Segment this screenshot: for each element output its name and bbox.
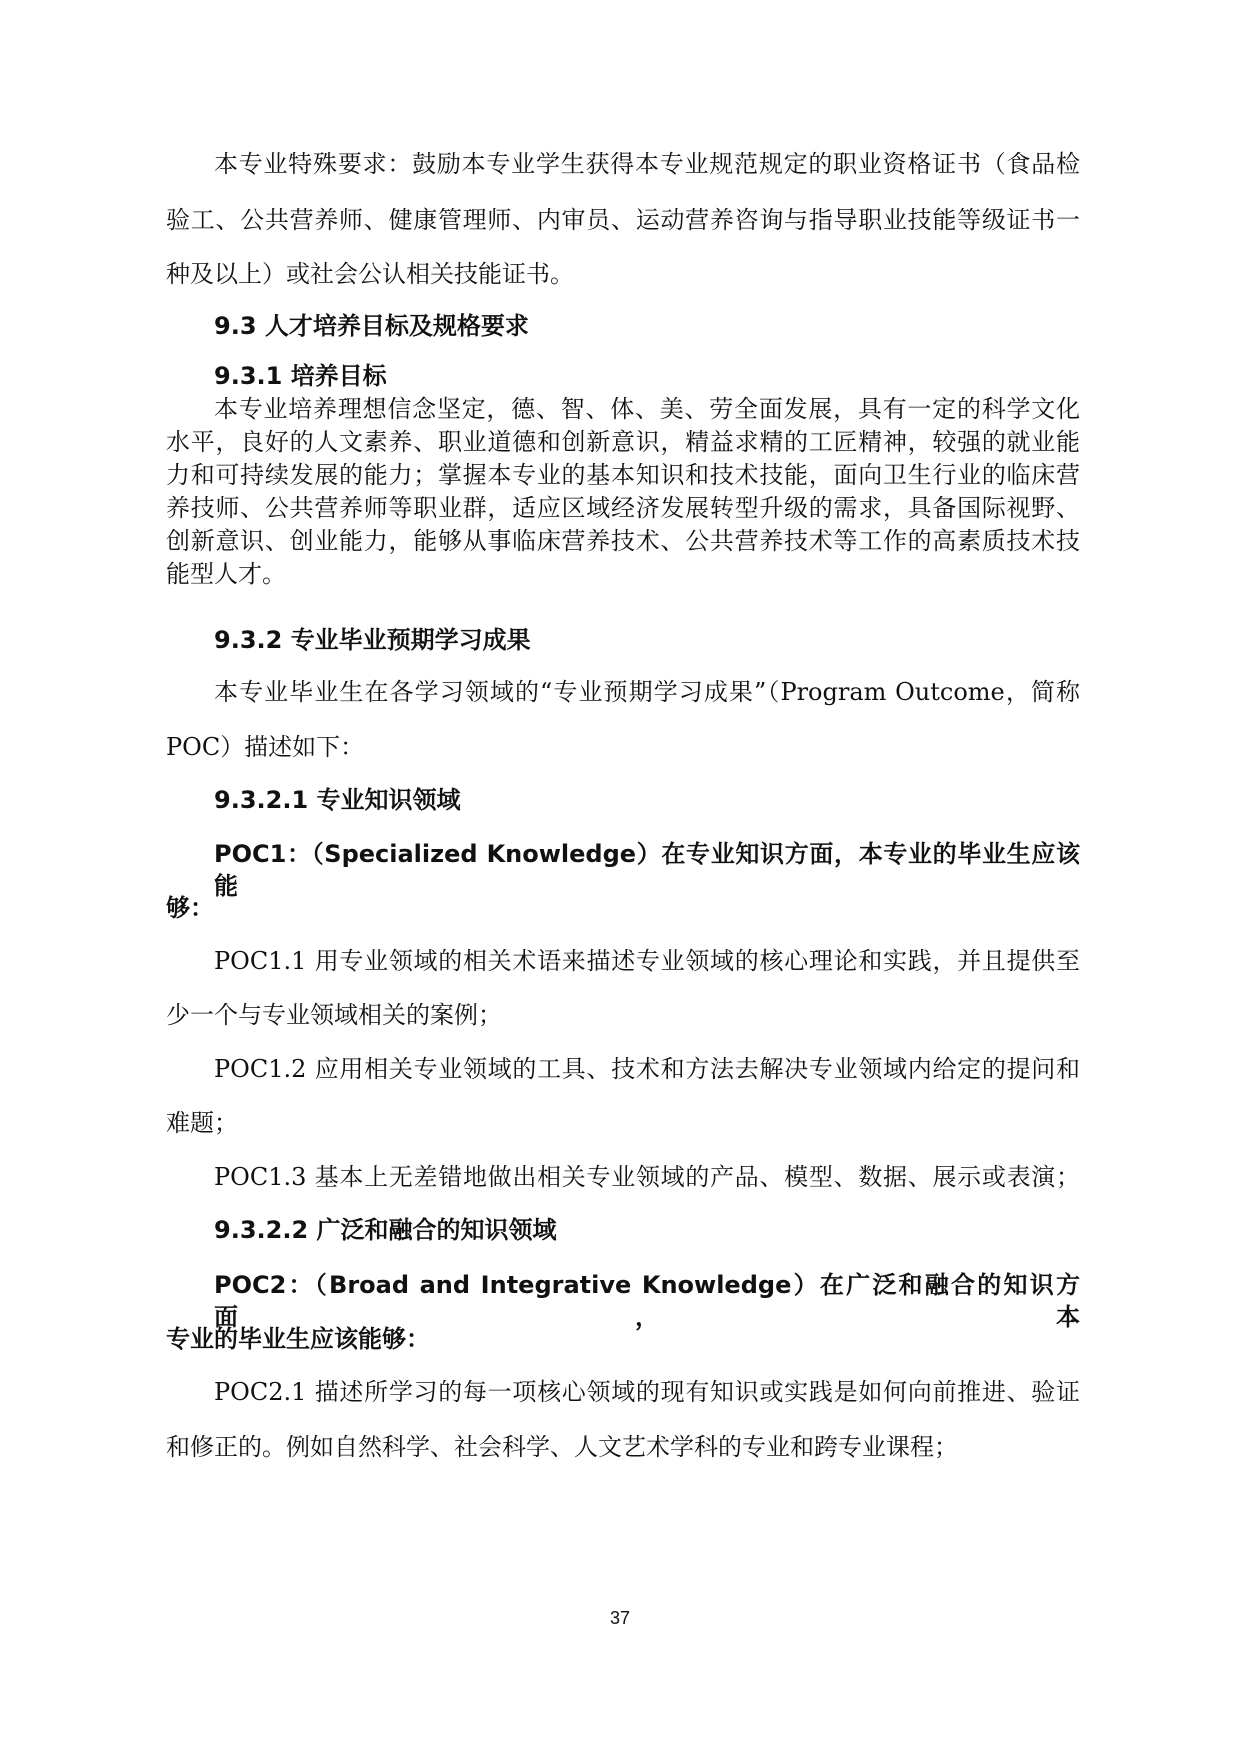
goal-line-1: 本专业培养理想信念坚定，德、智、体、美、劳全面发展，具有一定的科学文化 (214, 395, 1080, 423)
poc1-1-line-2: 少一个与专业领域相关的案例； (166, 1001, 502, 1029)
poc2-heading-line-2: 专业的毕业生应该能够： (166, 1325, 430, 1353)
poc-intro-line-1: 本专业毕业生在各学习领域的“专业预期学习成果”（Program Outcome，简称 (214, 678, 1080, 706)
poc1-2-line-1: POC1.2 应用相关专业领域的工具、技术和方法去解决专业领域内给定的提问和 (214, 1055, 1080, 1083)
heading-9-3-1: 9.3.1 培养目标 (214, 362, 387, 390)
page-number: 37 (609, 1608, 631, 1628)
poc1-heading-line-1: POC1：（Specialized Knowledge）在专业知识方面，本专业的毕业生应该能 (214, 840, 1080, 900)
requirements-line-2: 验工、公共营养师、健康管理师、内审员、运动营养咨询与指导职业技能等级证书一 (166, 206, 1080, 234)
requirements-line-3: 种及以上）或社会公认相关技能证书。 (166, 260, 574, 288)
heading-9-3-2: 9.3.2 专业毕业预期学习成果 (214, 626, 531, 654)
goal-line-5: 创新意识、创业能力，能够从事临床营养技术、公共营养技术等工作的高素质技术技 (166, 527, 1080, 555)
poc2-1-line-1: POC2.1 描述所学习的每一项核心领域的现有知识或实践是如何向前推进、验证 (214, 1378, 1080, 1406)
poc2-1-line-2: 和修正的。例如自然科学、社会科学、人文艺术学科的专业和跨专业课程； (166, 1433, 958, 1461)
heading-9-3-2-2: 9.3.2.2 广泛和融合的知识领域 (214, 1216, 557, 1244)
poc1-2-line-2: 难题； (166, 1109, 238, 1137)
goal-line-6: 能型人才。 (166, 560, 286, 588)
poc-intro-line-2: POC）描述如下： (166, 733, 365, 761)
requirements-line-1: 本专业特殊要求：鼓励本专业学生获得本专业规范规定的职业资格证书（食品检 (214, 150, 1080, 178)
poc1-1-line-1: POC1.1 用专业领域的相关术语来描述专业领域的核心理论和实践，并且提供至 (214, 947, 1080, 975)
goal-line-4: 养技师、公共营养师等职业群，适应区域经济发展转型升级的需求，具备国际视野、 (166, 494, 1080, 522)
poc1-heading-line-2: 够： (166, 894, 214, 922)
poc1-3-line-1: POC1.3 基本上无差错地做出相关专业领域的产品、模型、数据、展示或表演； (214, 1163, 1080, 1191)
goal-line-3: 力和可持续发展的能力；掌握本专业的基本知识和技术技能，面向卫生行业的临床营 (166, 461, 1080, 489)
heading-9-3-2-1: 9.3.2.1 专业知识领域 (214, 786, 461, 814)
poc2-heading-line-1: POC2：（Broad and Integrative Knowledge）在广泛和融合的知识方面，本 (214, 1271, 1080, 1331)
goal-line-2: 水平，良好的人文素养、职业道德和创新意识，精益求精的工匠精神，较强的就业能 (166, 428, 1080, 456)
heading-9-3: 9.3 人才培养目标及规格要求 (214, 312, 529, 340)
